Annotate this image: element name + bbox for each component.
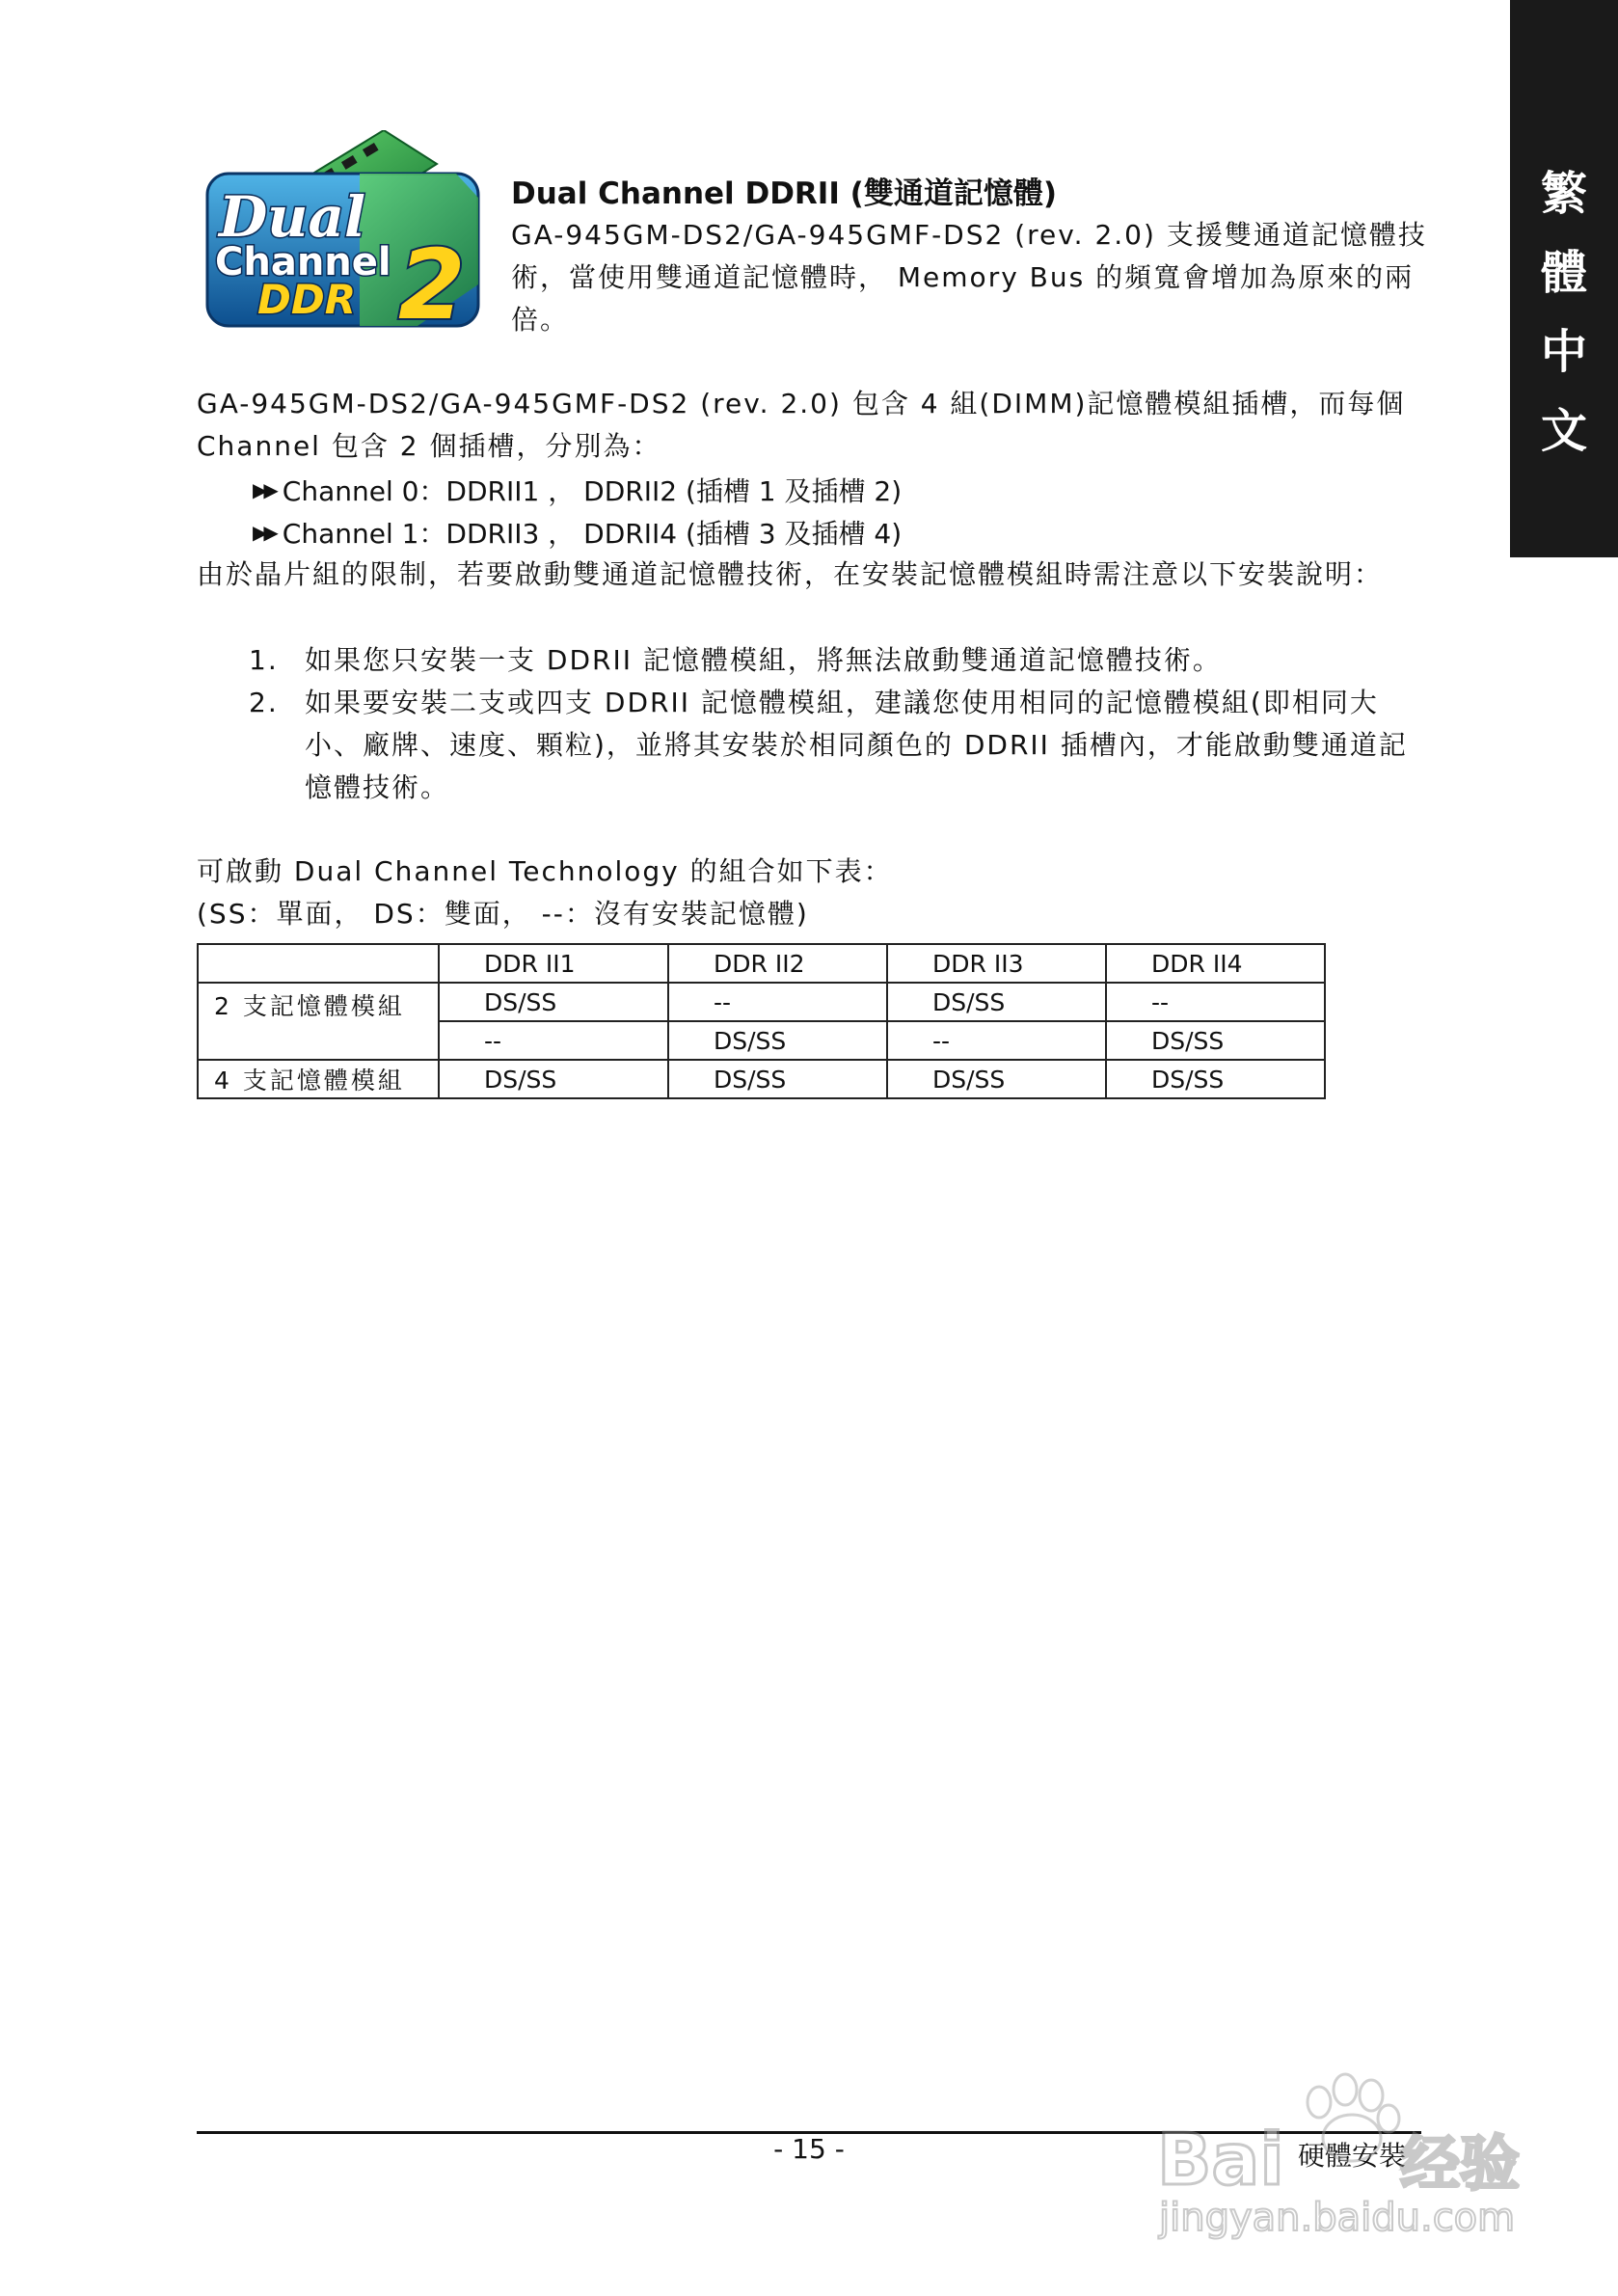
table-intro: 可啟動 Dual Channel Technology 的組合如下表： [197, 855, 893, 887]
row-label: 4 支記憶體模組 [198, 1060, 439, 1098]
item-text: 如果要安裝二支或四支 DDRII 記憶體模組，建議您使用相同的記憶體模組(即相同大小、廠牌、速度、顆粒)，並將其安裝於相同顏色的 DDRII 插槽內，才能啟動雙通道記憶體技術。 [305, 687, 1408, 803]
logo-text: DDR [257, 276, 357, 323]
paragraph: GA-945GM-DS2/GA-945GMF-DS2 (rev. 2.0) 包含 4 組(DIMM)記憶體模組插槽，而每個 Channel 包含 2 個插槽，分別為： [197, 388, 1406, 462]
language-side-tab [1510, 0, 1618, 557]
list-item [253, 513, 902, 552]
table-cell: DS/SS [668, 1021, 887, 1060]
numbered-item [249, 682, 1435, 809]
table-cell: DS/SS [887, 1060, 1106, 1098]
side-tab-char: 繁 [1540, 167, 1587, 221]
table-cell: DS/SS [439, 983, 668, 1021]
side-tab-char: 中 [1540, 325, 1587, 379]
table-header: DDR II1 [439, 944, 668, 983]
item-text: 如果您只安裝一支 DDRII 記憶體模組，將無法啟動雙通道記憶體技術。 [305, 644, 1222, 676]
table-cell: -- [439, 1021, 668, 1060]
section-title: Dual Channel DDRII (雙通道記憶體) [511, 176, 1057, 211]
watermark-brand2: 经验 [1400, 2128, 1521, 2199]
watermark-brand: Bai [1157, 2119, 1284, 2201]
baidu-jingyan-watermark [1147, 2049, 1533, 2242]
table-cell: DS/SS [1106, 1060, 1325, 1098]
footer-section-name: 硬體安裝 [1298, 2140, 1407, 2172]
logo-text: Channel [215, 240, 391, 284]
double-arrow-icon: ▶▶ [253, 521, 275, 544]
table-row [198, 1060, 1325, 1098]
side-tab-char: 體 [1540, 246, 1587, 300]
page-number: - 15 - [773, 2133, 845, 2165]
table-cell: DS/SS [439, 1060, 668, 1098]
item-number: 2. [249, 687, 279, 718]
table-cell: -- [1106, 983, 1325, 1021]
dual-channel-combination-table [197, 943, 1326, 1099]
table-header: DDR II2 [668, 944, 887, 983]
table-cell: DS/SS [1106, 1021, 1325, 1060]
watermark-url: jingyan.baidu.com [1159, 2196, 1516, 2240]
table-legend: (SS：單面， DS：雙面， --：沒有安裝記憶體) [197, 898, 809, 930]
paragraph: 由於晶片組的限制，若要啟動雙通道記憶體技術，在安裝記憶體模組時需注意以下安裝說明： [197, 558, 1384, 590]
list-item-text: Channel 1：DDRII3 ， DDRII4 (插槽 3 及插槽 4) [282, 518, 903, 550]
double-arrow-icon: ▶▶ [253, 478, 275, 501]
numbered-item [249, 639, 1435, 682]
table-row [198, 983, 1325, 1021]
table-header: DDR II4 [1106, 944, 1325, 983]
list-item-text: Channel 0：DDRII1 ， DDRII2 (插槽 1 及插槽 2) [282, 475, 903, 507]
list-item [253, 471, 902, 509]
logo-text: 2 [398, 229, 466, 328]
table-header-row [198, 944, 1325, 983]
side-tab-char: 文 [1540, 404, 1587, 458]
logo-text: Dual [219, 184, 366, 250]
table-cell: DS/SS [887, 983, 1106, 1021]
table-cell: -- [887, 1021, 1106, 1060]
table-header: DDR II3 [887, 944, 1106, 983]
dual-channel-ddr2-logo [205, 130, 480, 328]
table-cell: DS/SS [668, 1060, 887, 1098]
table-cell [198, 944, 439, 983]
item-number: 1. [249, 644, 279, 676]
table-cell: -- [668, 983, 887, 1021]
section-intro: GA-945GM-DS2/GA-945GMF-DS2 (rev. 2.0) 支援雙通道記憶體技術，當使用雙通道記憶體時， Memory Bus 的頻寬會增加為原來的兩倍。 [511, 219, 1427, 336]
row-label: 2 支記憶體模組 [198, 983, 439, 1060]
